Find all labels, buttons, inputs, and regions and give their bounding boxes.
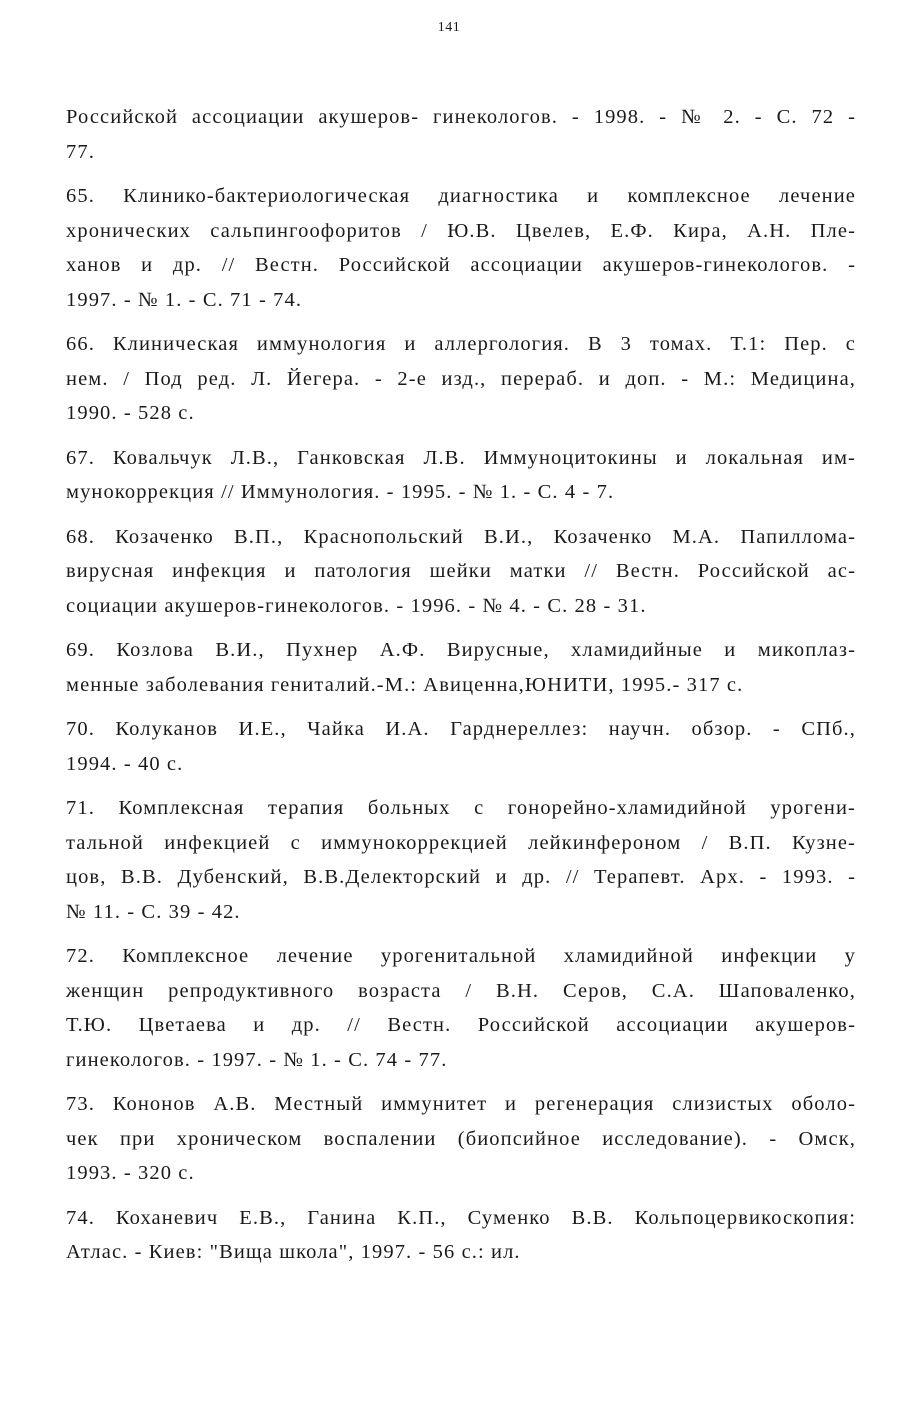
reference-item (66, 939, 856, 1077)
reference-line: гинекологов. - 1997. - № 1. - С. 74 - 77. (66, 1048, 448, 1071)
reference-line: менные заболевания гениталий.-М.: Авиценна,ЮНИТИ, 1995.- 317 с. (66, 673, 744, 696)
reference-line: женщин репродуктивного возраста / В.Н. Серов, С.А. Шаповаленко, (66, 979, 856, 1002)
reference-line: чек при хроническом воспалении (биопсийное исследование). - Омск, (66, 1127, 856, 1150)
reference-line: 72. Комплексное лечение урогенитальной хламидийной инфекции у (66, 945, 856, 967)
reference-item (66, 791, 856, 929)
reference-line: 68. Козаченко В.П., Краснопольский В.И., Козаченко М.А. Папиллома- (66, 525, 856, 548)
reference-item (66, 712, 856, 781)
reference-line: 65. Клинико-бактериологическая диагностика и комплексное лечение (66, 185, 856, 207)
reference-line: Т.Ю. Цветаева и др. // Вестн. Российской ассоциации акушеров- (66, 1014, 856, 1036)
reference-line: 1993. - 320 с. (66, 1162, 195, 1184)
reference-item (66, 1087, 856, 1191)
reference-line: 73. Кононов А.В. Местный иммунитет и регенерация слизистых оболо- (66, 1093, 856, 1115)
reference-line: Атлас. - Киев: "Вища школа", 1997. - 56 с.: ил. (66, 1241, 521, 1263)
reference-line: 1994. - 40 с. (66, 752, 184, 775)
reference-line: социации акушеров-гинекологов. - 1996. - № 4. - С. 28 - 31. (66, 594, 647, 617)
reference-line: цов, В.В. Дубенский, В.В.Делекторский и др. // Терапевт. Арх. - 1993. - (66, 866, 856, 888)
reference-line: 77. (66, 140, 95, 163)
reference-line: 1997. - № 1. - С. 71 - 74. (66, 288, 303, 311)
reference-line: № 11. - С. 39 - 42. (66, 900, 241, 923)
reference-line: 1990. - 528 с. (66, 402, 195, 424)
reference-item (66, 441, 856, 510)
reference-line: 67. Ковальчук Л.В., Ганковская Л.В. Иммуноцитокины и локальная им- (66, 446, 856, 469)
reference-line: вирусная инфекция и патология шейки матки // Вестн. Российской ас- (66, 560, 856, 582)
reference-item (66, 327, 856, 431)
reference-item (66, 633, 856, 702)
reference-line: хронических сальпингоофоритов / Ю.В. Цвелев, Е.Ф. Кира, А.Н. Пле- (66, 219, 856, 242)
reference-line: ханов и др. // Вестн. Российской ассоциации акушеров-гинекологов. - (66, 254, 856, 276)
reference-item (66, 179, 856, 317)
reference-line: 71. Комплексная терапия больных с гонорейно-хламидийной урогени- (66, 797, 856, 819)
reference-line: 74. Коханевич Е.В., Ганина К.П., Суменко В.В. Кольпоцервикоскопия: (66, 1206, 856, 1229)
reference-line: Российской ассоциации акушеров- гинекологов. - 1998. - № 2. - С. 72 - (66, 106, 856, 128)
reference-item (66, 1201, 856, 1270)
page-number: 141 (437, 20, 461, 35)
reference-item (66, 100, 856, 169)
reference-line: нем. / Под ред. Л. Йегера. - 2-е изд., перераб. и доп. - М.: Медицина, (66, 367, 856, 390)
reference-list (66, 100, 856, 1280)
reference-item (66, 520, 856, 624)
reference-line: тальной инфекцией с иммунокоррекцией лейкинфероном / В.П. Кузне- (66, 831, 856, 854)
reference-line: мунокоррекция // Иммунология. - 1995. - № 1. - С. 4 - 7. (66, 481, 615, 503)
reference-line: 69. Козлова В.И., Пухнер А.Ф. Вирусные, хламидийные и микоплаз- (66, 639, 856, 661)
reference-line: 70. Колуканов И.Е., Чайка И.А. Гарднереллез: научн. обзор. - СПб., (66, 718, 856, 740)
reference-line: 66. Клиническая иммунология и аллергология. В 3 томах. Т.1: Пер. с (66, 333, 856, 355)
